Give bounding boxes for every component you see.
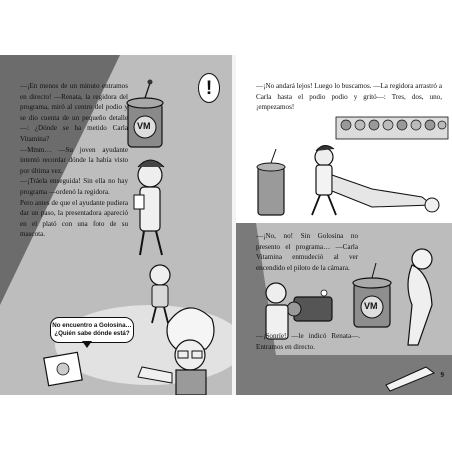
speech-line-1: No encuentro a Golosina… — [52, 322, 132, 329]
podium-top — [127, 98, 163, 108]
right-page — [236, 55, 452, 395]
paragraph: —Mmm… —Su joven ayudante intentó recordar dónde la había visto por última vez. — [20, 145, 128, 175]
carla-jacket — [176, 370, 206, 395]
podium-large-logo-text: VM — [364, 301, 378, 311]
speech-bubble — [50, 317, 134, 343]
paragraph: —¡Tráela enseguida! Sin ella no hay programa —ordenó la regidora. — [20, 177, 128, 196]
right-bottom-text — [256, 331, 360, 352]
microphone-head — [148, 80, 153, 85]
audience-row — [336, 117, 448, 139]
exclamation-bubble: ! — [198, 73, 220, 103]
camera-tally-light — [321, 290, 327, 296]
podium-logo-text: VM — [137, 121, 151, 131]
paragraph: —¡No andará lejos! Luego lo buscamos. —La regidora arrastró a Carla hasta el podio podio y gritó—: Tres, dos, uno, ¡empezamos! — [256, 82, 442, 112]
paragraph: Pero antes de que el ayudante pudiera dar un paso, la presentadora apareció en el plató con una foto de su mascota. — [20, 198, 128, 239]
page-number: 9 — [440, 371, 444, 379]
clipboard — [134, 195, 144, 209]
book-spread — [0, 55, 452, 395]
boy-body — [152, 285, 168, 307]
carla-head — [175, 340, 205, 370]
left-page-text — [20, 81, 128, 240]
regidora-body — [316, 165, 332, 195]
podium-large-top — [353, 278, 391, 288]
camera-lens — [287, 302, 301, 316]
speech-line-2: ¿Quién sabe dónde está? — [54, 330, 130, 338]
speech-bubble-tail — [82, 341, 92, 348]
podium-small-top — [257, 163, 285, 171]
carla-startled-head — [412, 249, 432, 269]
camera-operator-head — [266, 283, 286, 303]
paragraph: —¡Sonríe! —le indicó Renata—. Entramos en directo. — [256, 332, 360, 351]
left-page — [0, 55, 232, 395]
boy-head — [150, 265, 170, 285]
right-top-text — [256, 81, 442, 113]
paragraph: —¡En menos de un minuto entramos en directo! —Renata, la regidora del programa, miró al centro del podio y se dio cuenta de un pequeño detalle—: ¿Dónde se ha metido Carla Vitamina? — [20, 82, 128, 143]
podium-small — [258, 167, 284, 215]
pet-photo-dog — [57, 363, 69, 375]
paragraph: —¡No, no! Sin Golosina no presento el programa… —Carla Vitamina enmudeció al ver encendido el piloto de la cámara. — [256, 232, 358, 272]
carla-dragged-head — [425, 198, 439, 212]
right-middle-text — [256, 231, 358, 273]
